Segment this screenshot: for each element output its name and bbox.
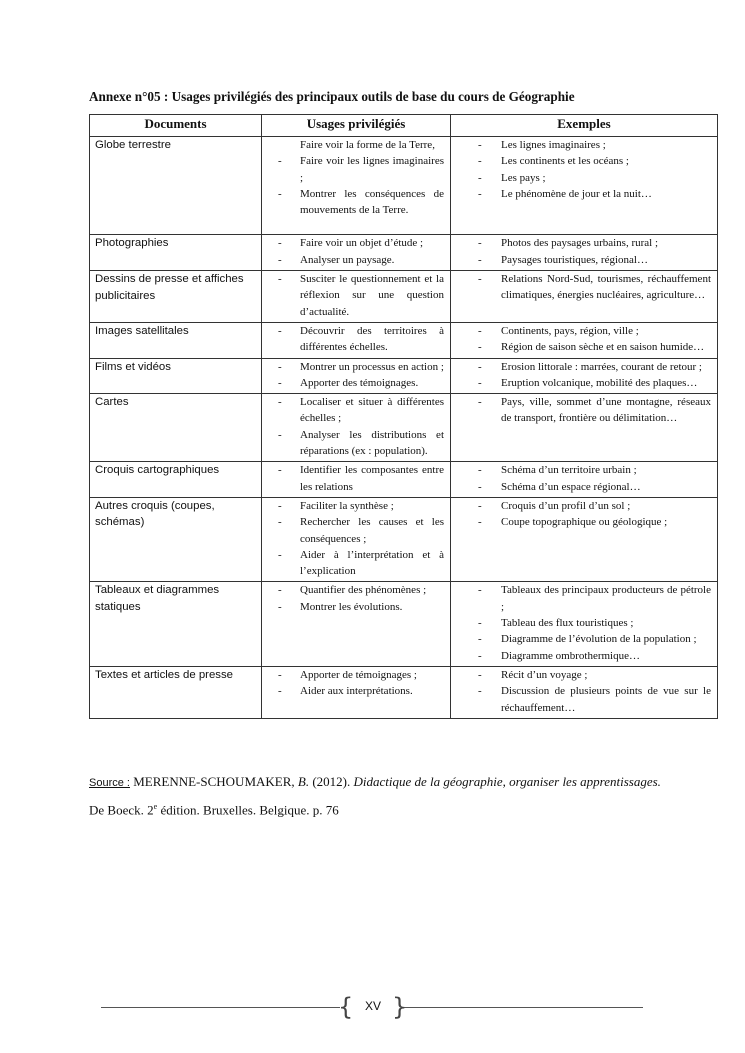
usages-list — [262, 271, 444, 320]
exemples-list — [451, 323, 711, 356]
table-row — [90, 394, 718, 462]
table-header-row — [90, 115, 718, 137]
table-row — [90, 666, 718, 718]
usage-item: - Faire voir un objet d’étude ; — [262, 235, 444, 251]
usages-cell — [262, 322, 451, 358]
exemples-list — [451, 394, 711, 427]
exemple-item: - Diagramme ombrothermique… — [451, 648, 711, 664]
usage-item: - Quantifier des phénomènes ; — [262, 582, 444, 598]
exemple-item: - Coupe topographique ou géologique ; — [451, 514, 711, 530]
exemples-list — [451, 137, 711, 202]
source-label: Source : — [89, 777, 130, 789]
usage-item: - Montrer les évolutions. — [262, 599, 444, 615]
exemple-item: - Schéma d’un territoire urbain ; — [451, 462, 711, 478]
exemples-list — [451, 582, 711, 663]
exemple-item: - Relations Nord-Sud, tourismes, réchauffement climatiques, énergies nucléaires, agriculture… — [451, 271, 711, 304]
document-type-cell: Textes et articles de presse — [90, 666, 262, 718]
usages-list — [262, 462, 444, 495]
usages-list — [262, 137, 444, 218]
exemple-item: - Les continents et les océans ; — [451, 153, 711, 169]
exemple-item: - Croquis d’un profil d’un sol ; — [451, 498, 711, 514]
source-publisher-rest: édition. Bruxelles. Belgique. p. 76 — [157, 802, 339, 818]
usage-item: - Susciter le questionnement et la réflexion sur une question d’actualité. — [262, 271, 444, 320]
page-number: XV — [364, 999, 381, 1013]
exemple-item: - Récit d’un voyage ; — [451, 667, 711, 683]
exemple-item: - Photos des paysages urbains, rural ; — [451, 235, 711, 251]
table-row — [90, 582, 718, 666]
exemple-item: - Les lignes imaginaires ; — [451, 137, 711, 153]
exemples-cell — [451, 137, 718, 235]
header-usages: Usages privilégiés — [262, 115, 451, 137]
exemples-cell — [451, 358, 718, 394]
exemples-list — [451, 271, 711, 304]
usage-item: - Aider aux interprétations. — [262, 683, 444, 699]
exemple-item: - Discussion de plusieurs points de vue sur le réchauffement… — [451, 683, 711, 716]
exemple-item: - Erosion littorale : marrées, courant de retour ; — [451, 359, 711, 375]
exemple-item: - Le phénomène de jour et la nuit… — [451, 186, 711, 202]
exemples-list — [451, 498, 711, 531]
table-row — [90, 358, 718, 394]
usage-item: - Analyser un paysage. — [262, 252, 444, 268]
exemple-item: - Diagramme de l’évolution de la population ; — [451, 631, 711, 647]
document-type-cell: Photographies — [90, 235, 262, 271]
table-row — [90, 462, 718, 498]
source-book-title: Didactique de la géographie, organiser les apprentissages. — [353, 774, 661, 789]
source-initial: B. — [297, 774, 310, 789]
table-row — [90, 271, 718, 323]
document-type-cell: Films et vidéos — [90, 358, 262, 394]
exemple-item: - Schéma d’un espace régional… — [451, 479, 711, 495]
source-citation — [89, 770, 663, 822]
usages-cell — [262, 394, 451, 462]
exemples-list — [451, 359, 711, 392]
document-type-cell: Globe terrestre — [90, 137, 262, 235]
footer-rule-right — [403, 1007, 643, 1008]
usages-list — [262, 667, 444, 700]
document-type-cell: Dessins de presse et affiches publicitaires — [90, 271, 262, 323]
document-type-cell: Croquis cartographiques — [90, 462, 262, 498]
usages-cell — [262, 235, 451, 271]
usage-item: - Aider à l’interprétation et à l’explication — [262, 547, 444, 580]
usages-cell — [262, 582, 451, 666]
footer-rule-left — [101, 1007, 340, 1008]
source-year: (2012). — [312, 774, 351, 789]
exemples-cell — [451, 322, 718, 358]
usage-item: - Rechercher les causes et les conséquences ; — [262, 514, 444, 547]
exemple-item: - Eruption volcanique, mobilité des plaques… — [451, 375, 711, 391]
usage-item: - Analyser les distributions et réparations (ex : population). — [262, 427, 444, 460]
exemples-cell — [451, 582, 718, 666]
exemple-item: - Tableaux des principaux producteurs de pétrole ; — [451, 582, 711, 615]
exemple-item: - Tableau des flux touristiques ; — [451, 615, 711, 631]
usage-item: - Apporter de témoignages ; — [262, 667, 444, 683]
exemples-cell — [451, 497, 718, 581]
header-exemples: Exemples — [451, 115, 718, 137]
exemple-item: - Continents, pays, région, ville ; — [451, 323, 711, 339]
usages-cell — [262, 137, 451, 235]
exemples-cell — [451, 394, 718, 462]
annex-table — [89, 114, 718, 719]
annex-title: Annexe n°05 : Usages privilégiés des principaux outils de base du cours de Géographie — [89, 89, 575, 104]
exemple-item: - Région de saison sèche et en saison humide… — [451, 339, 711, 355]
exemple-item: - Les pays ; — [451, 170, 711, 186]
source-edition-sup: e — [153, 802, 158, 811]
usages-cell — [262, 358, 451, 394]
exemples-list — [451, 667, 711, 716]
usages-list — [262, 235, 444, 268]
exemples-list — [451, 235, 711, 268]
table-row — [90, 235, 718, 271]
table-row — [90, 137, 718, 235]
usage-item: - Identifier les composantes entre les relations — [262, 462, 444, 495]
usages-list — [262, 498, 444, 579]
document-type-cell: Autres croquis (coupes, schémas) — [90, 497, 262, 581]
source-author: MERENNE-SCHOUMAKER, — [133, 774, 295, 789]
usage-item: - Apporter des témoignages. — [262, 375, 444, 391]
usage-item: - Montrer un processus en action ; — [262, 359, 444, 375]
exemple-item: - Paysages touristiques, régional… — [451, 252, 711, 268]
usage-item: - Localiser et situer à différentes échelles ; — [262, 394, 444, 427]
usages-cell — [262, 271, 451, 323]
usages-cell — [262, 462, 451, 498]
usages-list — [262, 323, 444, 356]
usage-item: - Faire voir les lignes imaginaires ; — [262, 153, 444, 186]
exemples-cell — [451, 271, 718, 323]
exemples-cell — [451, 462, 718, 498]
source-publisher: De Boeck. 2 — [89, 802, 154, 818]
document-type-cell: Images satellitales — [90, 322, 262, 358]
usage-item: - Découvrir des territoires à différentes échelles. — [262, 323, 444, 356]
exemples-cell — [451, 666, 718, 718]
usages-list — [262, 582, 444, 615]
document-type-cell: Cartes — [90, 394, 262, 462]
exemples-cell — [451, 235, 718, 271]
usage-item: Faire voir la forme de la Terre, — [300, 139, 435, 151]
usages-list — [262, 394, 444, 459]
header-documents: Documents — [90, 115, 262, 137]
footer-bracket-left: { — [338, 993, 354, 1021]
usages-cell — [262, 497, 451, 581]
table-row — [90, 322, 718, 358]
exemple-item: - Pays, ville, sommet d’une montagne, réseaux de transport, frontière ou délimitation… — [451, 394, 711, 427]
usages-list — [262, 359, 444, 392]
footer-bracket-right: } — [392, 993, 408, 1021]
table-row — [90, 497, 718, 581]
document-type-cell: Tableaux et diagrammes statiques — [90, 582, 262, 666]
exemples-list — [451, 462, 711, 495]
table-body — [90, 137, 718, 719]
usage-item: - Montrer les conséquences de mouvements de la Terre. — [262, 186, 444, 219]
usage-item: - Faciliter la synthèse ; — [262, 498, 444, 514]
usages-cell — [262, 666, 451, 718]
